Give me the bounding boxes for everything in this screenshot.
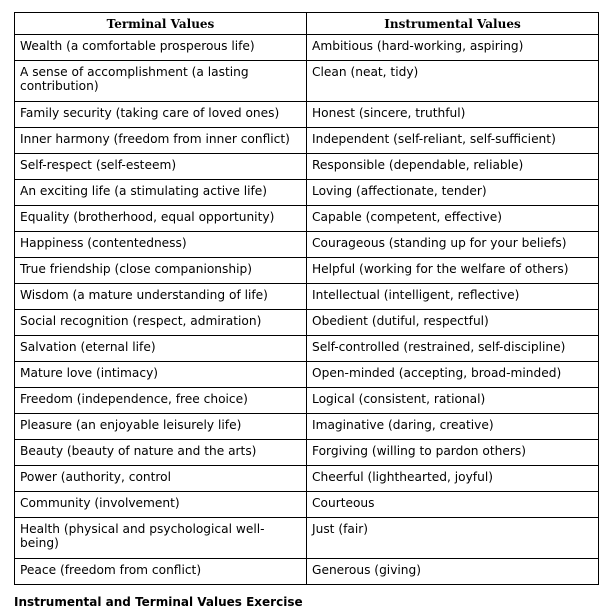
instrumental-values-heading: Instrumental Values xyxy=(307,13,599,35)
terminal-value-cell: Self-respect (self-esteem) xyxy=(15,154,307,180)
table-row xyxy=(15,440,599,466)
terminal-value-cell: True friendship (close companionship) xyxy=(15,258,307,284)
terminal-value-cell: An exciting life (a stimulating active life) xyxy=(15,180,307,206)
terminal-value-cell: Freedom (independence, free choice) xyxy=(15,388,307,414)
terminal-value-cell: A sense of accomplishment (a lasting contribution) xyxy=(15,61,307,102)
table-caption: Instrumental and Terminal Values Exercise xyxy=(14,595,303,609)
terminal-value-cell: Health (physical and psychological well-being) xyxy=(15,518,307,559)
instrumental-value-cell: Just (fair) xyxy=(307,518,599,559)
instrumental-value-cell: Cheerful (lighthearted, joyful) xyxy=(307,466,599,492)
header-row xyxy=(15,13,599,35)
table-row xyxy=(15,206,599,232)
terminal-value-cell: Happiness (contentedness) xyxy=(15,232,307,258)
instrumental-value-cell: Independent (self-reliant, self-sufficient) xyxy=(307,128,599,154)
table-row xyxy=(15,388,599,414)
instrumental-value-cell: Generous (giving) xyxy=(307,559,599,585)
table-row xyxy=(15,336,599,362)
values-table-header xyxy=(15,13,599,35)
instrumental-value-cell: Forgiving (willing to pardon others) xyxy=(307,440,599,466)
instrumental-value-cell: Imaginative (daring, creative) xyxy=(307,414,599,440)
table-row xyxy=(15,284,599,310)
table-row xyxy=(15,466,599,492)
instrumental-value-cell: Ambitious (hard-working, aspiring) xyxy=(307,35,599,61)
terminal-value-cell: Equality (brotherhood, equal opportunity) xyxy=(15,206,307,232)
table-row xyxy=(15,518,599,559)
table-row xyxy=(15,258,599,284)
table-row xyxy=(15,102,599,128)
values-table xyxy=(14,12,599,585)
instrumental-value-cell: Self-controlled (restrained, self-discipline) xyxy=(307,336,599,362)
table-row xyxy=(15,128,599,154)
terminal-value-cell: Beauty (beauty of nature and the arts) xyxy=(15,440,307,466)
terminal-value-cell: Wisdom (a mature understanding of life) xyxy=(15,284,307,310)
instrumental-value-cell: Courageous (standing up for your beliefs) xyxy=(307,232,599,258)
table-row xyxy=(15,154,599,180)
instrumental-value-cell: Responsible (dependable, reliable) xyxy=(307,154,599,180)
terminal-value-cell: Pleasure (an enjoyable leisurely life) xyxy=(15,414,307,440)
instrumental-value-cell: Honest (sincere, truthful) xyxy=(307,102,599,128)
table-row xyxy=(15,414,599,440)
table-row xyxy=(15,180,599,206)
terminal-value-cell: Community (involvement) xyxy=(15,492,307,518)
instrumental-value-cell: Logical (consistent, rational) xyxy=(307,388,599,414)
terminal-value-cell: Family security (taking care of loved ones) xyxy=(15,102,307,128)
instrumental-value-cell: Open-minded (accepting, broad-minded) xyxy=(307,362,599,388)
instrumental-value-cell: Helpful (working for the welfare of others) xyxy=(307,258,599,284)
terminal-value-cell: Mature love (intimacy) xyxy=(15,362,307,388)
instrumental-value-cell: Obedient (dutiful, respectful) xyxy=(307,310,599,336)
values-table-body xyxy=(15,35,599,585)
table-row xyxy=(15,310,599,336)
terminal-values-heading: Terminal Values xyxy=(15,13,307,35)
terminal-value-cell: Wealth (a comfortable prosperous life) xyxy=(15,35,307,61)
instrumental-value-cell: Capable (competent, effective) xyxy=(307,206,599,232)
instrumental-value-cell: Intellectual (intelligent, reflective) xyxy=(307,284,599,310)
table-row xyxy=(15,559,599,585)
table-row xyxy=(15,232,599,258)
terminal-value-cell: Power (authority, control xyxy=(15,466,307,492)
table-row xyxy=(15,35,599,61)
terminal-value-cell: Salvation (eternal life) xyxy=(15,336,307,362)
table-row xyxy=(15,362,599,388)
terminal-value-cell: Inner harmony (freedom from inner conflict) xyxy=(15,128,307,154)
instrumental-value-cell: Clean (neat, tidy) xyxy=(307,61,599,102)
table-row xyxy=(15,61,599,102)
table-row xyxy=(15,492,599,518)
terminal-value-cell: Social recognition (respect, admiration) xyxy=(15,310,307,336)
instrumental-value-cell: Courteous xyxy=(307,492,599,518)
terminal-value-cell: Peace (freedom from conflict) xyxy=(15,559,307,585)
instrumental-value-cell: Loving (affectionate, tender) xyxy=(307,180,599,206)
